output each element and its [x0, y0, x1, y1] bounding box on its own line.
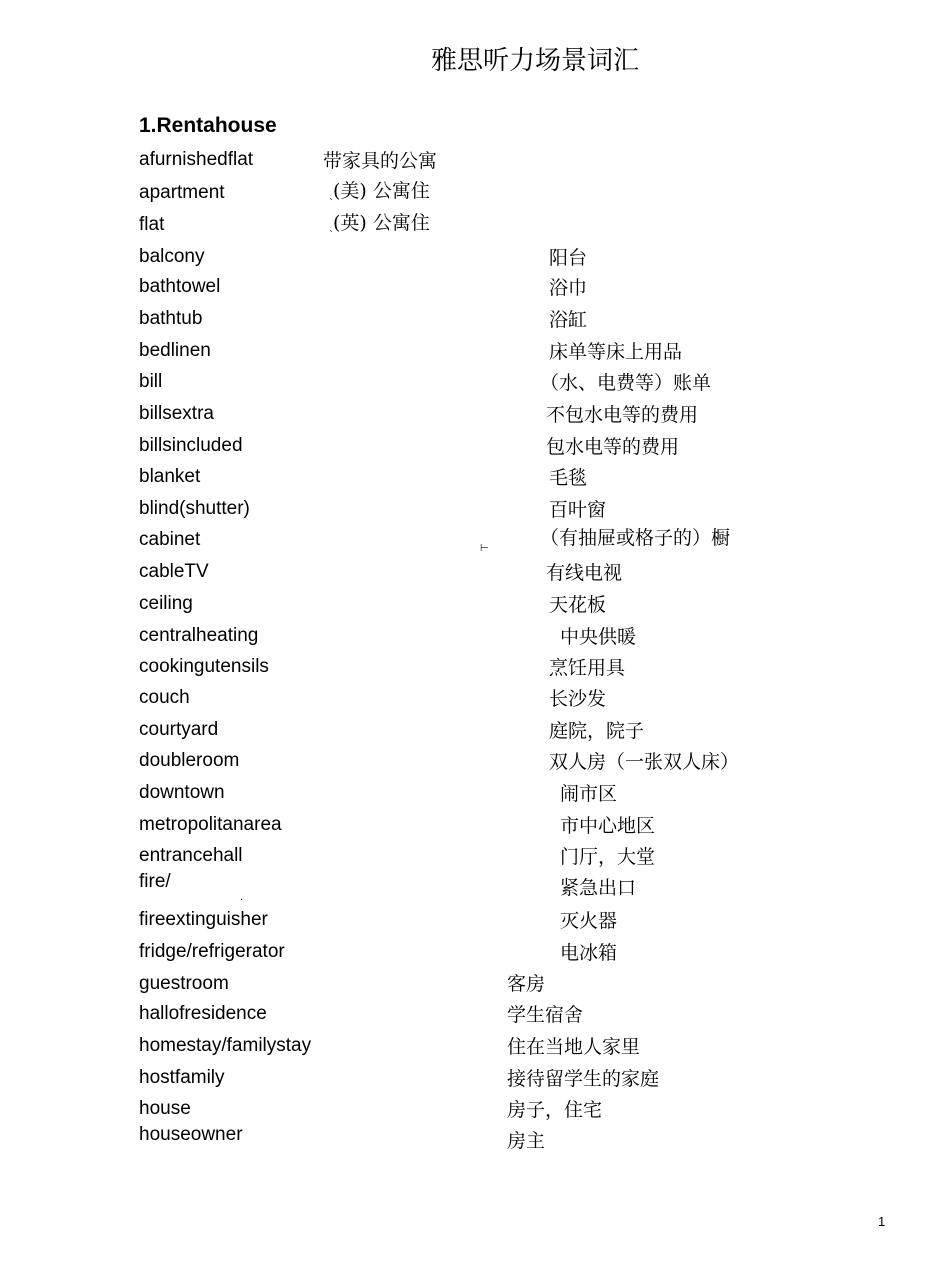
term-chinese: （水、电费等）账单 — [540, 372, 712, 394]
term-english: homestay/familystay — [139, 1035, 312, 1056]
term-english: entrancehall — [139, 845, 243, 866]
term-chinese: 中央供暖 — [560, 626, 637, 648]
term-chinese: 不包水电等的费用 — [546, 404, 699, 426]
term-chinese: 床单等床上用品 — [549, 341, 683, 363]
term-english: billsextra — [139, 403, 214, 424]
term-english: fireextinguisher — [139, 909, 268, 930]
stray-mark: ` — [329, 230, 334, 241]
term-chinese: 浴巾 — [549, 277, 588, 299]
term-english: cookingutensils — [139, 656, 269, 677]
term-chinese: 有线电视 — [546, 562, 623, 584]
term-chinese: (英) 公寓住 — [333, 212, 430, 234]
term-english: bedlinen — [139, 340, 211, 361]
term-english: houseowner — [139, 1124, 243, 1145]
term-chinese: 电冰箱 — [560, 942, 618, 964]
term-english: cableTV — [139, 561, 209, 582]
term-chinese: 客房 — [507, 973, 546, 995]
stray-mark: ` — [329, 198, 334, 209]
term-chinese: 房子，住宅 — [507, 1099, 603, 1121]
term-chinese: （有抽屉或格子的）橱 — [540, 527, 731, 549]
term-english: blind(shutter) — [139, 498, 250, 519]
section-heading: 1.Rentahouse — [139, 114, 277, 137]
term-english: fire/ — [139, 871, 171, 892]
term-chinese: 闹市区 — [560, 783, 618, 805]
term-english: cabinet — [139, 529, 201, 550]
stray-mark: . — [240, 892, 244, 903]
term-english: metropolitanarea — [139, 814, 282, 835]
term-english: guestroom — [139, 973, 229, 994]
term-english: ceiling — [139, 593, 193, 614]
term-chinese: 学生宿舍 — [507, 1004, 584, 1026]
term-chinese: 紧急出口 — [560, 877, 637, 899]
term-chinese: 住在当地人家里 — [507, 1036, 641, 1058]
term-english: billsincluded — [139, 435, 243, 456]
term-english: bathtub — [139, 308, 203, 329]
term-chinese: 带家具的公寓 — [323, 150, 438, 172]
term-english: blanket — [139, 466, 201, 487]
term-chinese: 包水电等的费用 — [546, 436, 680, 458]
term-english: afurnishedflat — [139, 149, 254, 170]
term-english: bathtowel — [139, 276, 221, 297]
stray-mark: ⊢ — [480, 543, 489, 554]
term-chinese: 阳台 — [549, 247, 588, 269]
term-chinese: 双人房（一张双人床） — [549, 751, 740, 773]
term-chinese: 灭火器 — [560, 910, 618, 932]
term-chinese: 房主 — [507, 1130, 546, 1152]
term-english: courtyard — [139, 719, 219, 740]
term-chinese: (美) 公寓住 — [333, 180, 430, 202]
term-english: fridge/refrigerator — [139, 941, 285, 962]
term-chinese: 毛毯 — [549, 467, 588, 489]
term-chinese: 门厅，大堂 — [560, 846, 656, 868]
term-chinese: 长沙发 — [549, 688, 607, 710]
term-english: apartment — [139, 182, 225, 203]
term-english: downtown — [139, 782, 225, 803]
term-english: balcony — [139, 246, 205, 267]
term-english: hallofresidence — [139, 1003, 267, 1024]
term-chinese: 浴缸 — [549, 309, 588, 331]
page-number: 1 — [878, 1214, 886, 1229]
term-english: couch — [139, 687, 190, 708]
term-english: centralheating — [139, 625, 259, 646]
document-title: 雅思听力场景词汇 — [430, 46, 639, 76]
term-chinese: 市中心地区 — [560, 815, 656, 837]
term-chinese: 天花板 — [549, 594, 607, 616]
term-chinese: 烹饪用具 — [549, 657, 626, 679]
term-english: flat — [139, 214, 165, 235]
term-chinese: 庭院，院子 — [549, 720, 645, 742]
term-english: bill — [139, 371, 163, 392]
term-english: hostfamily — [139, 1067, 225, 1088]
term-english: doubleroom — [139, 750, 240, 771]
term-chinese: 百叶窗 — [549, 499, 607, 521]
term-english: house — [139, 1098, 191, 1119]
term-chinese: 接待留学生的家庭 — [507, 1068, 660, 1090]
